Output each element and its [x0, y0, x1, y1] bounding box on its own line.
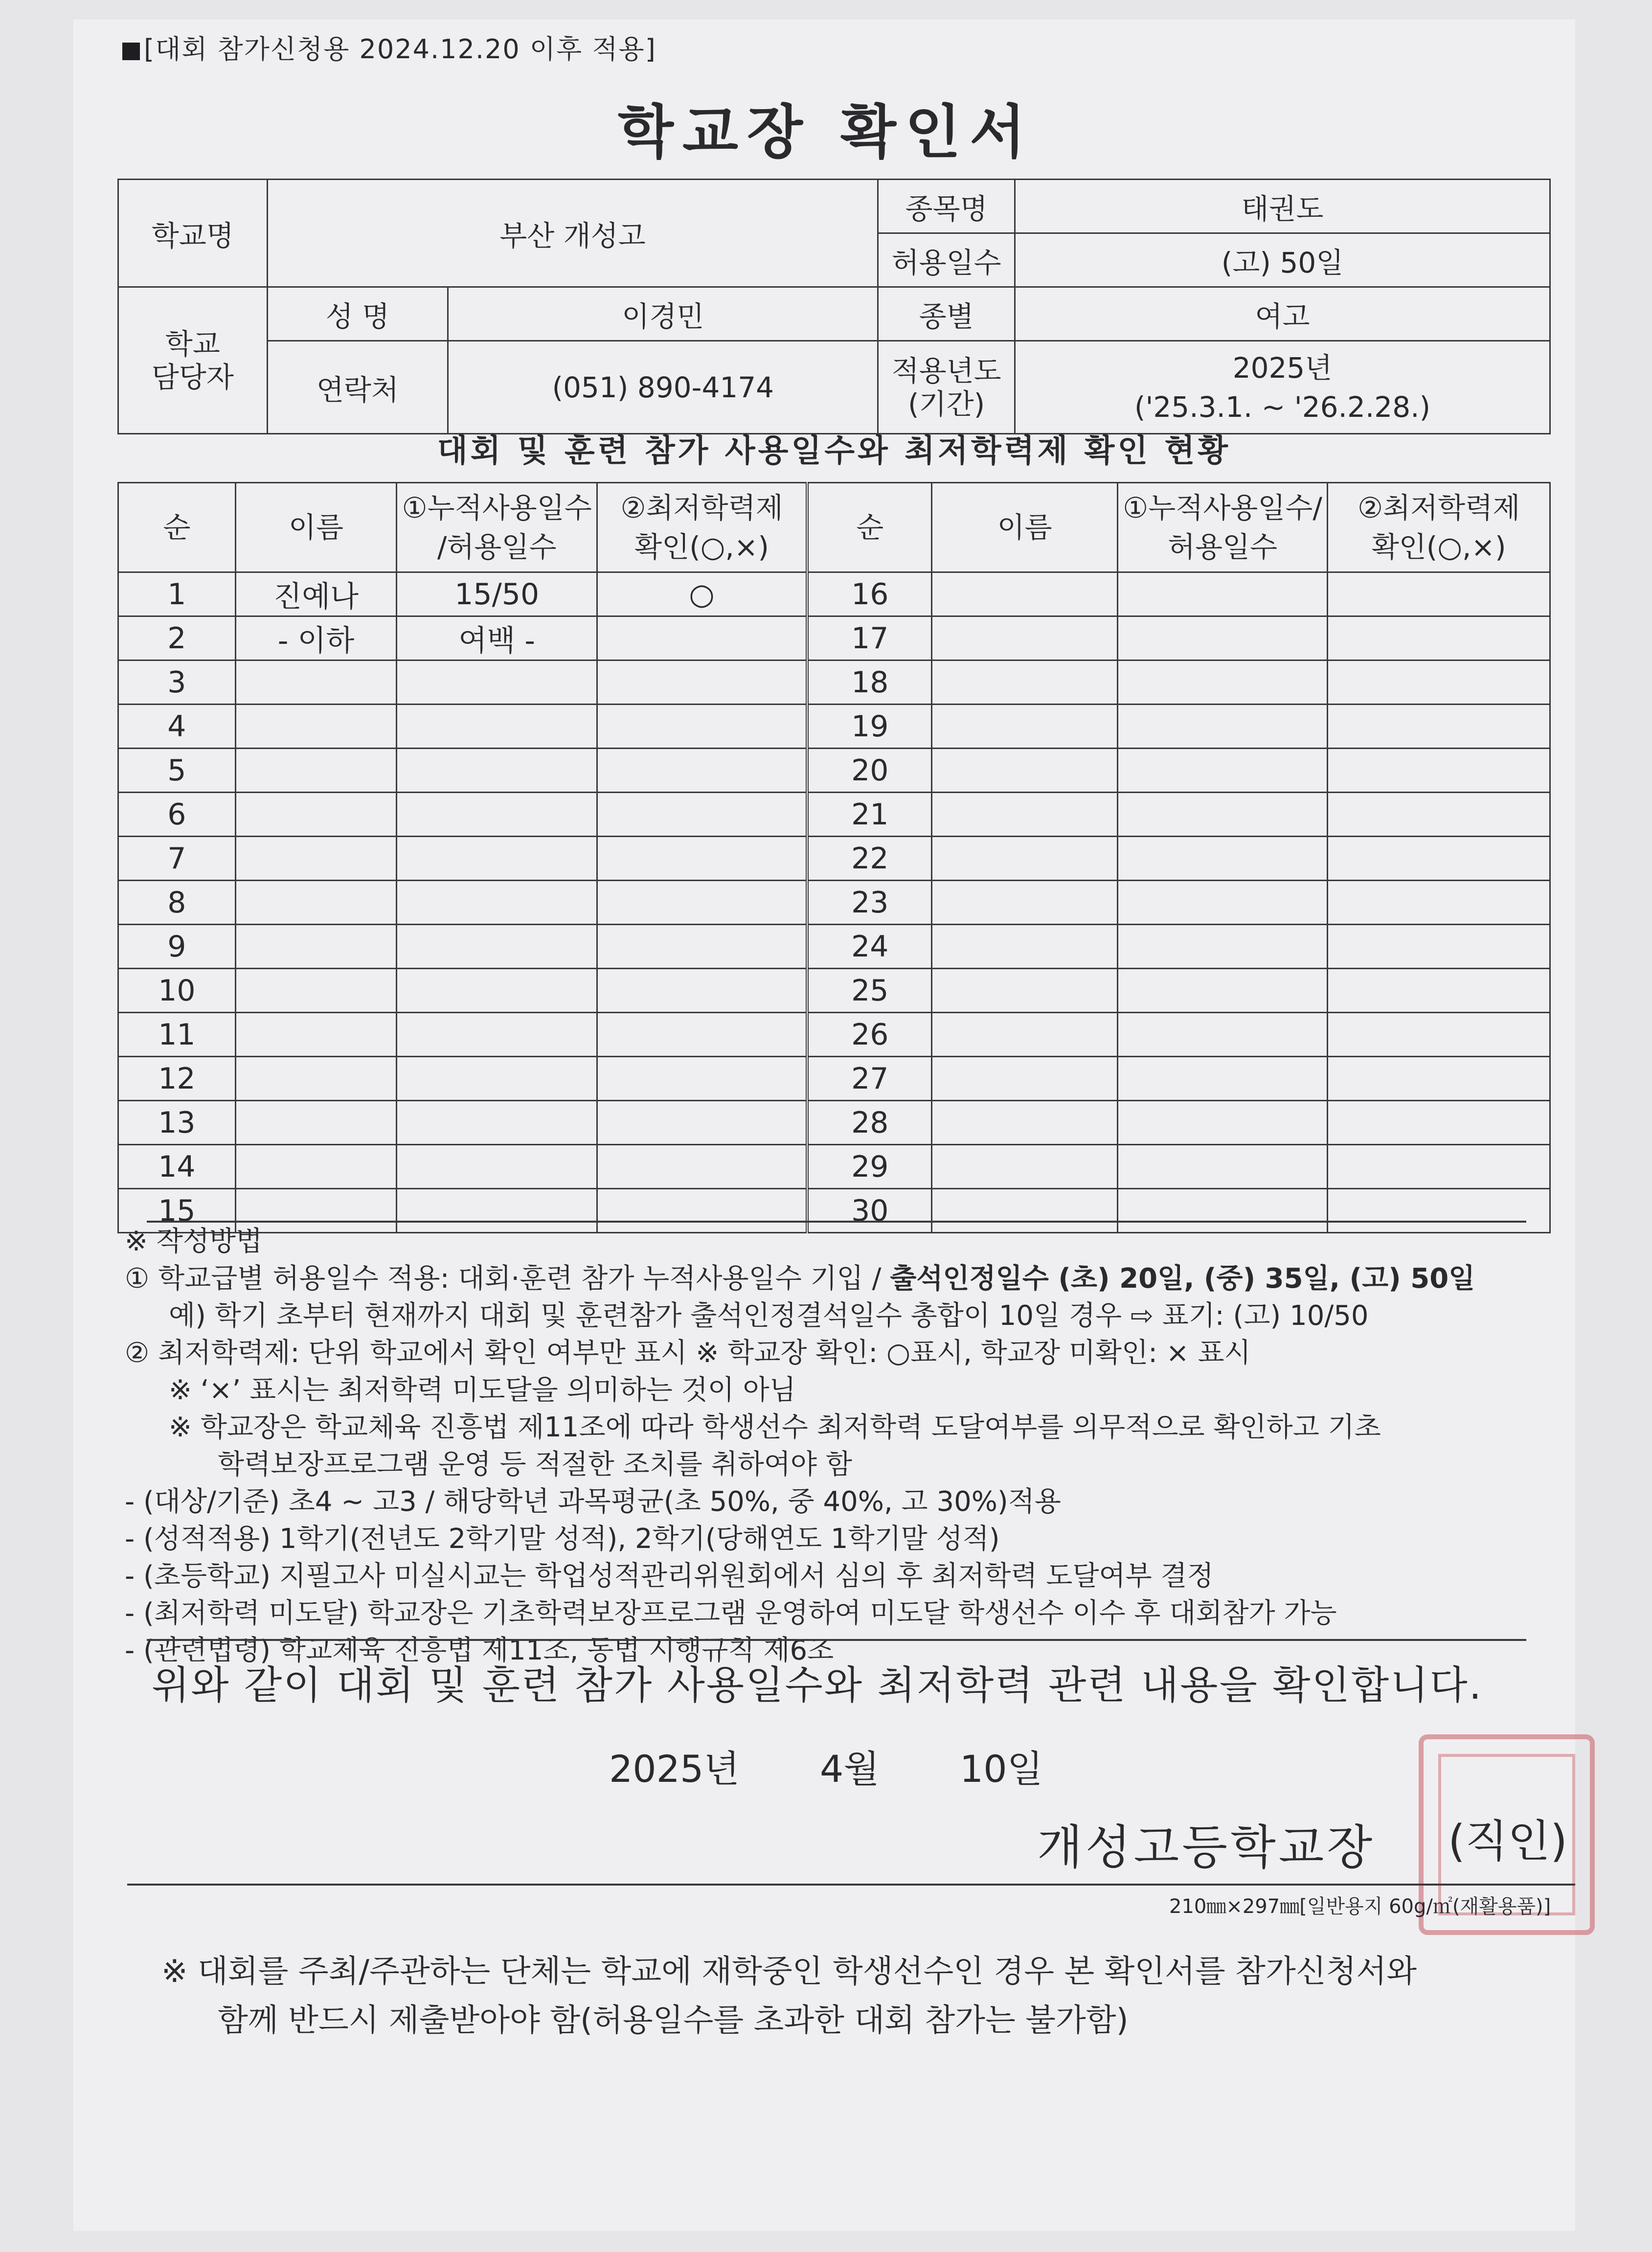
date-month: 4월 [819, 1747, 880, 1791]
row-days-2 [1117, 1013, 1327, 1057]
row-days-2 [1117, 1057, 1327, 1101]
col-header-name-2: 이름 [932, 483, 1118, 572]
table-row [118, 1145, 1550, 1189]
gender-label: 종별 [878, 287, 1015, 341]
row-days [397, 1145, 597, 1189]
col-header-days: ①누적사용일수 /허용일수 [397, 483, 597, 572]
row-number: 6 [118, 793, 236, 837]
row-number-2: 23 [807, 881, 932, 925]
row-number: 5 [118, 749, 236, 793]
row-name-2 [932, 660, 1118, 705]
square-bullet-icon [122, 43, 140, 60]
row-number-2: 17 [807, 616, 932, 660]
year-value: 2025년 [1232, 351, 1333, 385]
row-days-2 [1117, 749, 1327, 793]
note-line-8: - (성적적용) 1학기(전년도 2학기말 성적), 2학기(당해연도 1학기말 성적) [125, 1523, 1000, 1555]
row-days [397, 1101, 597, 1145]
col-header-no-2: 순 [807, 483, 932, 572]
issue-date [0, 1739, 1652, 1793]
signature-rule [127, 1884, 1575, 1886]
row-check-2 [1328, 1013, 1550, 1057]
row-check-2 [1328, 1101, 1550, 1145]
row-check-2 [1328, 1057, 1550, 1101]
row-check [597, 660, 808, 705]
col-header-check-2: ②최저학력제 확인(○,×) [1328, 483, 1550, 572]
row-days [397, 1057, 597, 1101]
row-name-2 [932, 1013, 1118, 1057]
row-number-2: 24 [807, 925, 932, 969]
row-name [235, 749, 397, 793]
row-days [397, 1013, 597, 1057]
contact-label: 연락처 [267, 341, 448, 434]
gender-value: 여고 [1015, 287, 1550, 341]
manager-label: 학교 담당자 [118, 287, 268, 434]
row-days-2 [1117, 616, 1327, 660]
row-name-2 [932, 1145, 1118, 1189]
row-check [597, 881, 808, 925]
row-name [235, 793, 397, 837]
row-number-2: 27 [807, 1057, 932, 1101]
row-days-2 [1117, 1101, 1327, 1145]
contact-value: (051) 890-4174 [448, 341, 878, 434]
row-name [235, 705, 397, 749]
row-name-2 [932, 616, 1118, 660]
event-label: 종목명 [878, 180, 1015, 233]
row-name-2 [932, 572, 1118, 616]
name-value: 이경민 [448, 287, 878, 341]
row-name [235, 1057, 397, 1101]
row-check-2 [1328, 969, 1550, 1013]
row-days [397, 793, 597, 837]
note-line-10: - (최저학력 미도달) 학교장은 기초학력보장프로그램 운영하여 미도달 학생선수 이수 후 대회참가 가능 [125, 1597, 1337, 1629]
table-row [118, 793, 1550, 837]
row-number: 15 [118, 1189, 236, 1233]
row-name-2 [932, 749, 1118, 793]
row-check-2 [1328, 1145, 1550, 1189]
paper-spec: 210㎜×297㎜[일반용지 60g/㎡(재활용품)] [1169, 1895, 1551, 1918]
notes-bottom-rule [147, 1639, 1526, 1641]
school-value: 부산 개성고 [267, 180, 878, 287]
document-title: 학교장 확인서 [617, 98, 1034, 166]
notes-top-rule [147, 1221, 1526, 1223]
row-number: 2 [118, 616, 236, 660]
row-check-2 [1328, 572, 1550, 616]
usage-table [117, 482, 1551, 1233]
date-day: 10일 [959, 1747, 1043, 1791]
row-days [397, 925, 597, 969]
row-check [597, 793, 808, 837]
note-line-11: - (관련법령) 학교체육 진흥법 제11조, 동법 시행규칙 제6조 [125, 1635, 834, 1666]
row-number: 9 [118, 925, 236, 969]
school-label: 학교명 [118, 180, 268, 287]
row-name-2 [932, 881, 1118, 925]
note-line-5: ※ 학교장은 학교체육 진흥법 제11조에 따라 학생선수 최저학력 도달여부를 의무적으로 확인하고 기초 [169, 1411, 1381, 1443]
note-line-4: ※ ‘×’ 표시는 최저학력 미도달을 의미하는 것이 아님 [169, 1374, 796, 1406]
table-row [118, 1057, 1550, 1101]
seal-label: (직인) [1448, 1816, 1568, 1867]
row-days-2 [1117, 969, 1327, 1013]
row-check [597, 1057, 808, 1101]
row-number: 13 [118, 1101, 236, 1145]
row-number: 11 [118, 1013, 236, 1057]
table-row [118, 969, 1550, 1013]
row-check-2 [1328, 793, 1550, 837]
row-days: 여백 - [397, 616, 597, 660]
row-check [597, 969, 808, 1013]
event-value: 태권도 [1015, 180, 1550, 233]
note-line-1: ① 학교급별 허용일수 적용: 대회·훈련 참가 누적사용일수 기입 / 출석인정일수 (초) 20일, (중) 35일, (고) 50일 [125, 1263, 1475, 1295]
row-days [397, 705, 597, 749]
row-number-2: 28 [807, 1101, 932, 1145]
row-number-2: 19 [807, 705, 932, 749]
row-days-2 [1117, 660, 1327, 705]
row-check-2 [1328, 881, 1550, 925]
instructions [125, 1223, 1558, 1669]
row-number: 4 [118, 705, 236, 749]
footer-note [161, 1947, 1417, 2045]
row-number-2: 20 [807, 749, 932, 793]
notes-heading: ※ 작성방법 [125, 1226, 263, 1257]
year-label: 적용년도 (기간) [878, 341, 1015, 434]
row-name [235, 1013, 397, 1057]
col-header-name: 이름 [235, 483, 397, 572]
table-row [118, 881, 1550, 925]
row-name [235, 1145, 397, 1189]
row-check-2 [1328, 705, 1550, 749]
row-number-2: 21 [807, 793, 932, 837]
row-number: 1 [118, 572, 236, 616]
row-name [235, 925, 397, 969]
row-name [235, 881, 397, 925]
row-days [397, 881, 597, 925]
col-header-days-2: ①누적사용일수/ 허용일수 [1117, 483, 1327, 572]
row-number-2: 16 [807, 572, 932, 616]
confirm-statement: 위와 같이 대회 및 훈련 참가 사용일수와 최저학력 관련 내용을 확인합니다. [152, 1662, 1483, 1708]
note-line-9: - (초등학교) 지필고사 미실시교는 학업성적관리위원회에서 심의 후 최저학력 도달여부 결정 [125, 1560, 1214, 1592]
row-days-2 [1117, 1145, 1327, 1189]
row-check-2 [1328, 749, 1550, 793]
table-row [118, 705, 1550, 749]
row-days [397, 749, 597, 793]
row-check-2 [1328, 925, 1550, 969]
table-subtitle: 대회 및 훈련 참가 사용일수와 최저학력제 확인 현황 [437, 433, 1231, 469]
row-days-2 [1117, 925, 1327, 969]
allowed-value: (고) 50일 [1015, 233, 1550, 287]
note-line-6: 학력보장프로그램 운영 등 적절한 조치를 취하여야 함 [218, 1449, 852, 1480]
row-number: 12 [118, 1057, 236, 1101]
row-name: - 이하 [235, 616, 397, 660]
col-header-no: 순 [118, 483, 236, 572]
table-row [118, 837, 1550, 881]
allowed-label: 허용일수 [878, 233, 1015, 287]
table-row [118, 749, 1550, 793]
row-check [597, 705, 808, 749]
row-number-2: 30 [807, 1189, 932, 1233]
row-number: 14 [118, 1145, 236, 1189]
row-days-2 [1117, 572, 1327, 616]
info-table [117, 179, 1551, 434]
footer-line-1: ※ 대회를 주최/주관하는 단체는 학교에 재학중인 학생선수인 경우 본 확인서를 참가신청서와 [161, 1954, 1417, 1990]
row-days [397, 969, 597, 1013]
row-check-2 [1328, 837, 1550, 881]
row-number-2: 22 [807, 837, 932, 881]
row-check-2 [1328, 660, 1550, 705]
row-check [597, 749, 808, 793]
row-name [235, 837, 397, 881]
row-number-2: 25 [807, 969, 932, 1013]
row-number-2: 29 [807, 1145, 932, 1189]
row-name-2 [932, 705, 1118, 749]
name-label: 성 명 [267, 287, 448, 341]
note-line-7: - (대상/기준) 초4 ~ 고3 / 해당학년 과목평균(초 50%, 중 40%, 고 30%)적용 [125, 1486, 1061, 1518]
row-check [597, 616, 808, 660]
row-days-2 [1117, 837, 1327, 881]
table-row [118, 616, 1550, 660]
row-name [235, 660, 397, 705]
row-check [597, 1145, 808, 1189]
row-name [235, 969, 397, 1013]
row-days [397, 660, 597, 705]
row-name-2 [932, 793, 1118, 837]
row-check [597, 925, 808, 969]
row-name-2 [932, 925, 1118, 969]
row-number: 8 [118, 881, 236, 925]
row-number: 10 [118, 969, 236, 1013]
header-note: [대회 참가신청용 2024.12.20 이후 적용] [122, 28, 656, 66]
row-name-2 [932, 969, 1118, 1013]
row-check: ○ [597, 572, 808, 616]
row-days-2 [1117, 705, 1327, 749]
row-days: 15/50 [397, 572, 597, 616]
row-name-2 [932, 837, 1118, 881]
row-number: 3 [118, 660, 236, 705]
col-header-check: ②최저학력제 확인(○,×) [597, 483, 808, 572]
row-days-2 [1117, 793, 1327, 837]
row-name: 진예나 [235, 572, 397, 616]
date-year: 2025년 [609, 1747, 740, 1791]
note-line-2: 예) 학기 초부터 현재까지 대회 및 훈련참가 출석인정결석일수 총합이 10일 경우 ⇨ 표기: (고) 10/50 [169, 1300, 1369, 1332]
table-row [118, 572, 1550, 616]
row-number-2: 26 [807, 1013, 932, 1057]
row-days-2 [1117, 881, 1327, 925]
row-number-2: 18 [807, 660, 932, 705]
row-name [235, 1101, 397, 1145]
row-check [597, 1013, 808, 1057]
table-row [118, 1101, 1550, 1145]
row-number: 7 [118, 837, 236, 881]
note-line-3: ② 최저학력제: 단위 학교에서 확인 여부만 표시 ※ 학교장 확인: ○표시, 학교장 미확인: × 표시 [125, 1337, 1251, 1369]
table-row [118, 660, 1550, 705]
table-row [118, 1013, 1550, 1057]
year-value-cell [1015, 341, 1550, 434]
row-days [397, 837, 597, 881]
row-check [597, 1101, 808, 1145]
principal-name: 개성고등학교장 [1037, 1820, 1376, 1875]
row-name-2 [932, 1101, 1118, 1145]
footer-line-2: 함께 반드시 제출받아야 함(허용일수를 초과한 대회 참가는 불가함) [218, 2002, 1129, 2039]
row-name-2 [932, 1057, 1118, 1101]
row-check [597, 837, 808, 881]
period-value: ('25.3.1. ~ '26.2.28.) [1134, 390, 1431, 424]
row-check-2 [1328, 616, 1550, 660]
table-row [118, 925, 1550, 969]
